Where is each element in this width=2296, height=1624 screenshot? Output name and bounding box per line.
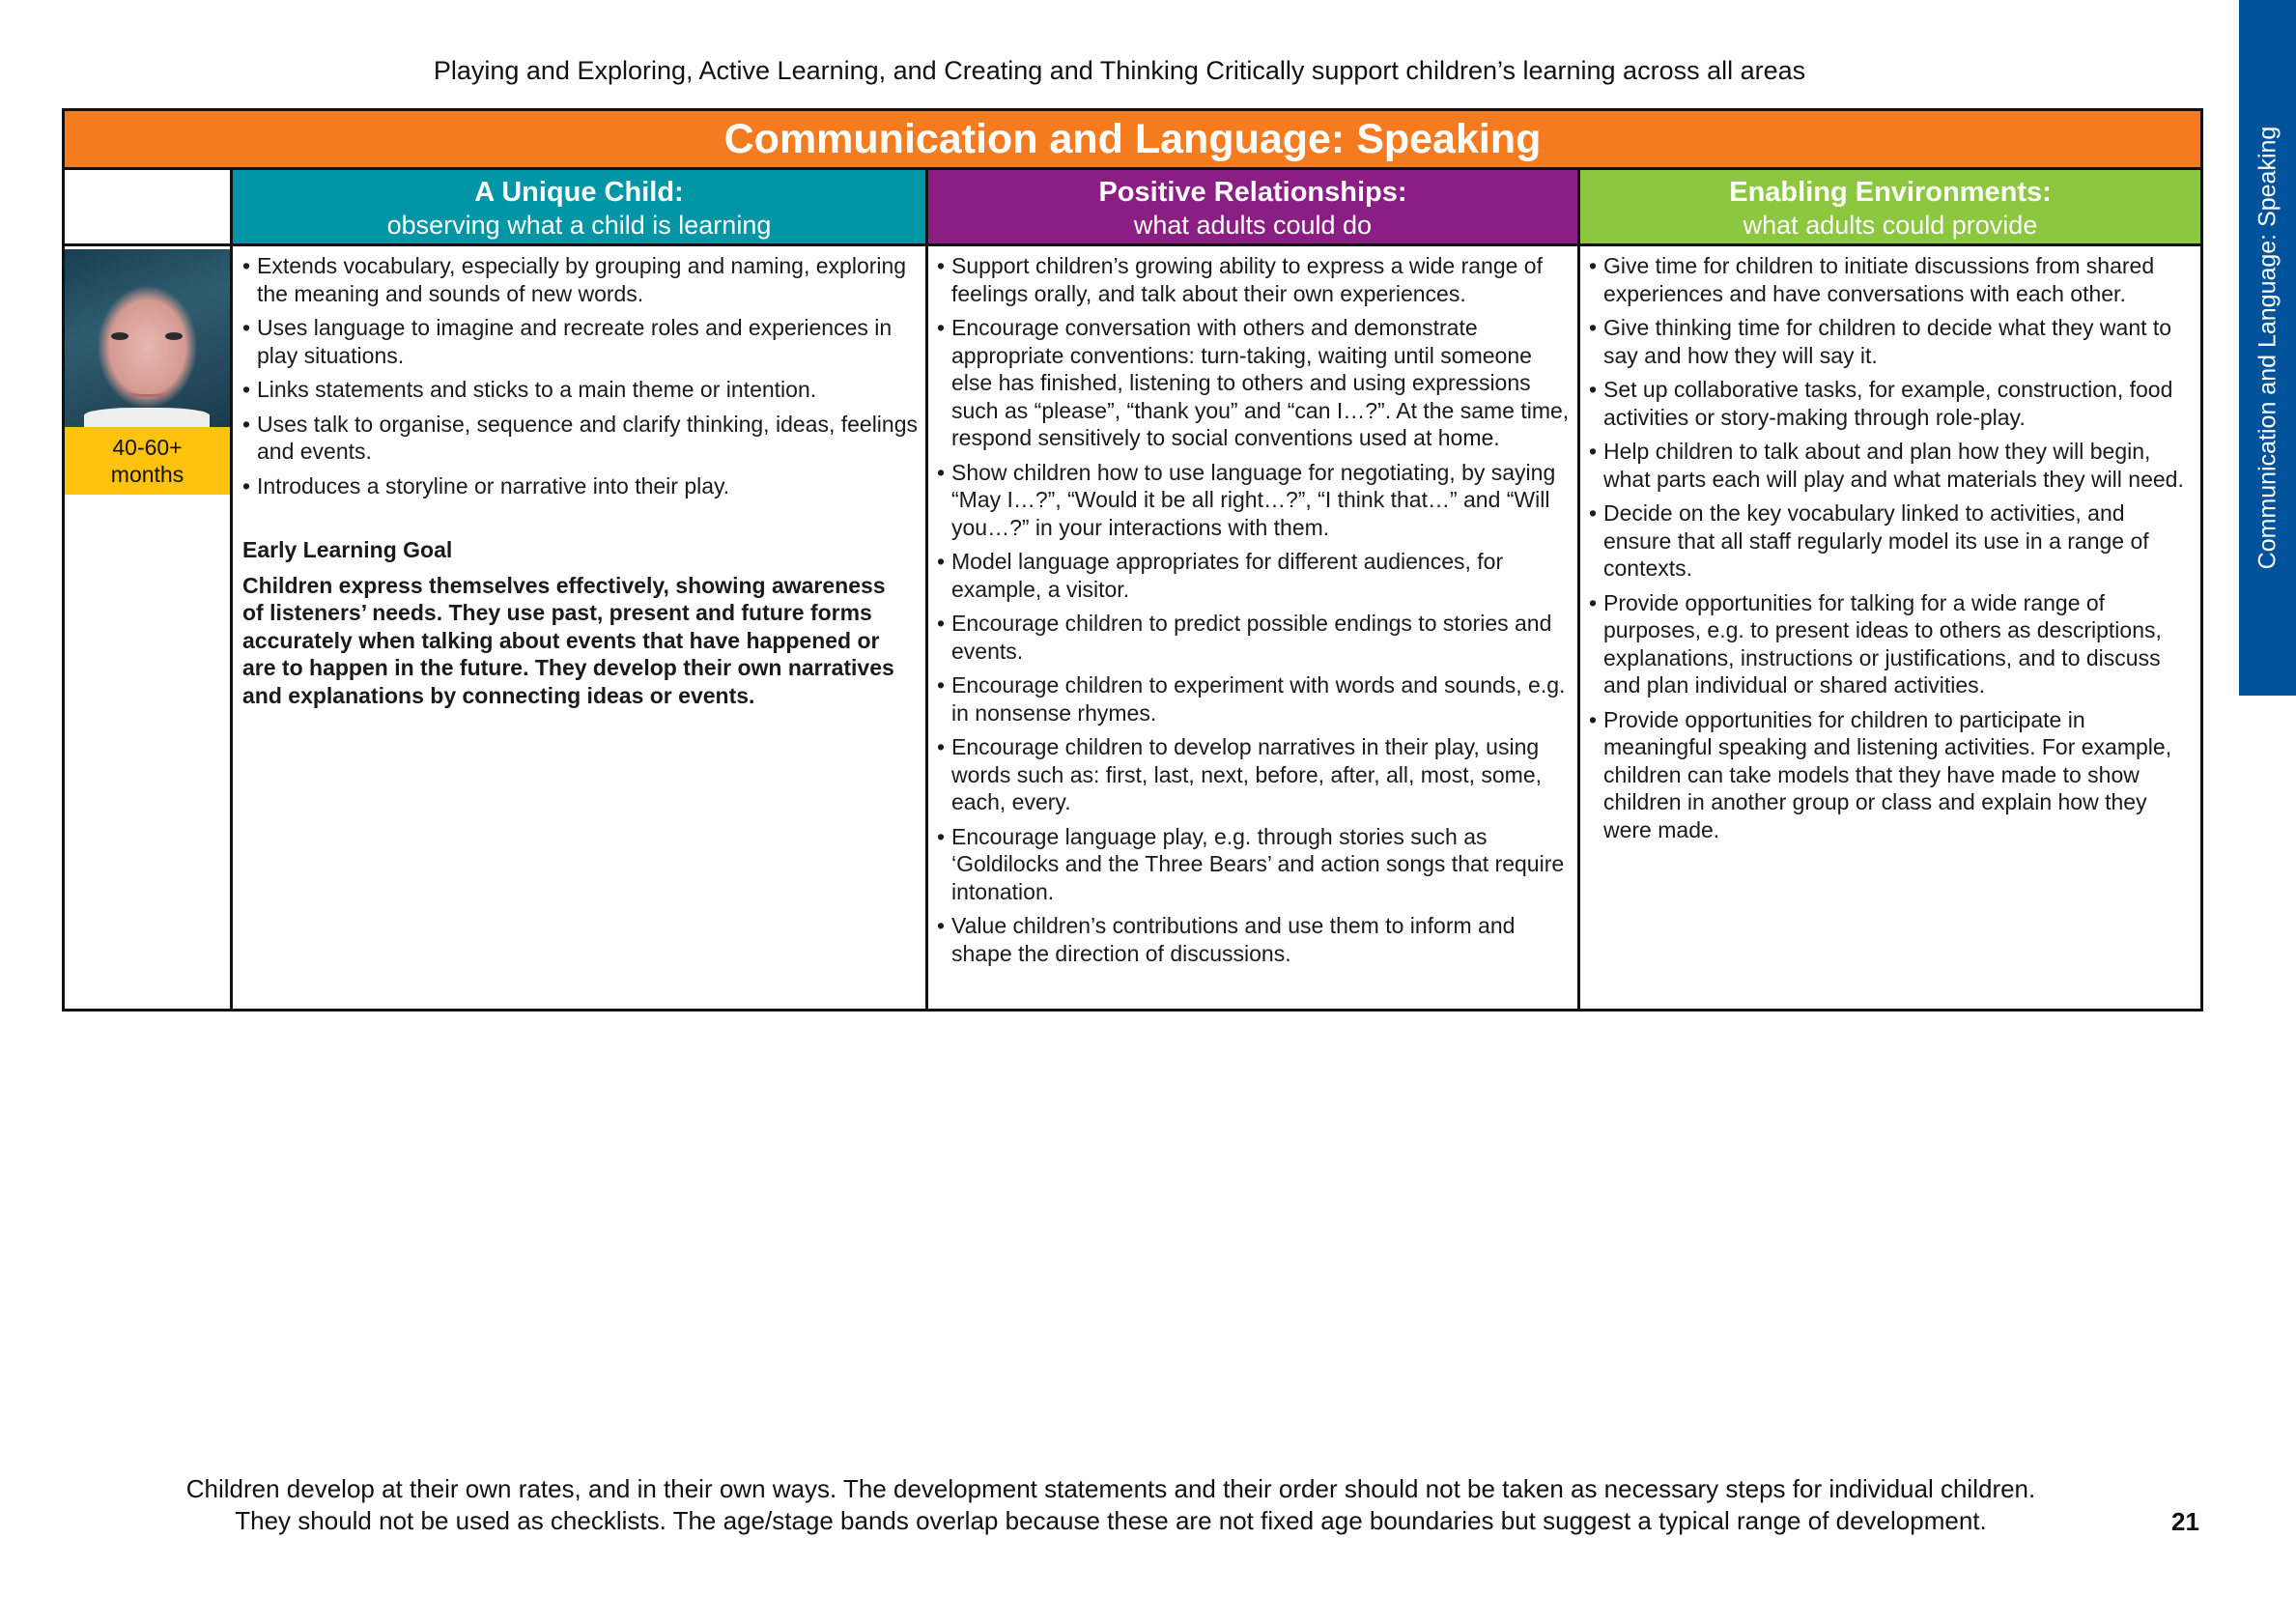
age-band-badge [65,427,230,495]
list-item: • Encourage language play, e.g. through stories such as ‘Goldilocks and the Three Bears’ and action songs that require intonation. [937,823,1573,906]
list-item: • Provide opportunities for talking for a wide range of purposes, e.g. to present ideas to others as descriptions, explanations, instructions or justifications, and to discuss and plan individual or shared activities. [1589,589,2197,699]
list-item: • Encourage children to predict possible endings to stories and events. [937,610,1573,665]
list-item: • Value children’s contributions and use them to inform and shape the direction of discussions. [937,912,1573,967]
list-item: • Show children how to use language for negotiating, by saying “May I…?”, “Would it be all right…?”, “I think that…” and “Will you…?” in your interactions with them. [937,459,1573,542]
unique-child-list [242,252,919,499]
enabling-environments-subheading: what adults could provide [1743,211,2038,240]
list-item: • Give time for children to initiate discussions from shared experiences and have conversations with each other. [1589,252,2197,307]
photo-eye [165,332,183,340]
list-item: • Encourage children to develop narratives in their play, using words such as: first, last, next, before, after, all, most, some, each, every. [937,733,1573,816]
photo-eye [111,332,128,340]
header-unique-child [233,170,925,246]
top-caption: Playing and Exploring, Active Learning, and Creating and Thinking Critically support children’s learning across all areas [433,56,1806,85]
list-item: • Decide on the key vocabulary linked to activities, and ensure that all staff regularly model its use in a range of contexts. [1589,499,2197,583]
enabling-environments-list [1589,252,2197,843]
unique-child-column [242,252,919,709]
column-divider [230,170,233,1009]
early-learning-goal-title: Early Learning Goal [242,537,453,562]
unique-child-heading: A Unique Child: [474,177,684,208]
footer-line-2: They should not be used as checklists. The age/stage bands overlap because these are not fixed age boundaries but suggest a typical range of development. [235,1506,1987,1535]
list-item: • Introduces a storyline or narrative into their play. [242,472,919,500]
list-item: • Help children to talk about and plan how they will begin, what parts each will play and what materials they will need. [1589,438,2197,493]
positive-relationships-list [937,252,1573,967]
positive-relationships-heading: Positive Relationships: [1098,177,1407,208]
footer-line-1: Children develop at their own rates, and in their own ways. The development statements and their order should not be taken as necessary steps for individual children. [185,1474,2036,1503]
column-divider [1577,170,1580,1009]
positive-relationships-subheading: what adults could do [1133,211,1373,240]
unique-child-subheading: observing what a child is learning [386,211,772,240]
photo-mouth [125,385,171,397]
side-tab-label: Communication and Language: Speaking [2253,126,2281,570]
early-learning-goal-text: Children express themselves effectively, showing awareness of listeners’ needs. They use past, present and future forms accurately when talking about events that have happened or are to happen in the future. They develop their own narratives and explanations by connecting ideas or events. [242,572,894,708]
list-item: • Set up collaborative tasks, for example, construction, food activities or story-making through role-play. [1589,376,2197,431]
enabling-environments-column [1589,252,2197,850]
speaking-table [62,108,2203,1011]
footer-note [0,1473,2222,1537]
photo-collar [84,408,210,427]
column-divider [925,170,928,1009]
enabling-environments-heading: Enabling Environments: [1729,177,2052,208]
list-item: • Encourage children to experiment with words and sounds, e.g. in nonsense rhymes. [937,671,1573,727]
list-item: • Support children’s growing ability to express a wide range of feelings orally, and talk about their own experiences. [937,252,1573,307]
age-band-range: 40-60+ [112,435,183,460]
header-blank-cell [65,170,230,246]
list-item: • Uses language to imagine and recreate roles and experiences in play situations. [242,314,919,369]
list-item: • Give thinking time for children to decide what they want to say and how they will say it. [1589,314,2197,369]
list-item: • Provide opportunities for children to participate in meaningful speaking and listening activities. For example, children can take models that they have made to show children in another group or class and explain how they were made. [1589,706,2197,844]
side-tab [2239,0,2296,696]
age-band-unit: months [110,462,184,487]
section-title: Communication and Language: Speaking [65,111,2200,170]
list-item: • Uses talk to organise, sequence and clarify thinking, ideas, feelings and events. [242,411,919,466]
list-item: • Extends vocabulary, especially by grouping and naming, exploring the meaning and sounds of new words. [242,252,919,307]
list-item: • Encourage conversation with others and demonstrate appropriate conventions: turn-taking, waiting until someone else has finished, listening to others and using expressions such as “please”, “thank you” and “can I…?”. At the same time, respond sensitively to social conventions used at home. [937,314,1573,452]
header-positive-relationships [928,170,1577,246]
header-enabling-environments [1580,170,2200,246]
list-item: • Links statements and sticks to a main theme or intention. [242,376,919,404]
positive-relationships-column [937,252,1573,974]
list-item: • Model language appropriates for different audiences, for example, a visitor. [937,548,1573,603]
child-photo [65,249,230,427]
page-number: 21 [2171,1507,2199,1536]
